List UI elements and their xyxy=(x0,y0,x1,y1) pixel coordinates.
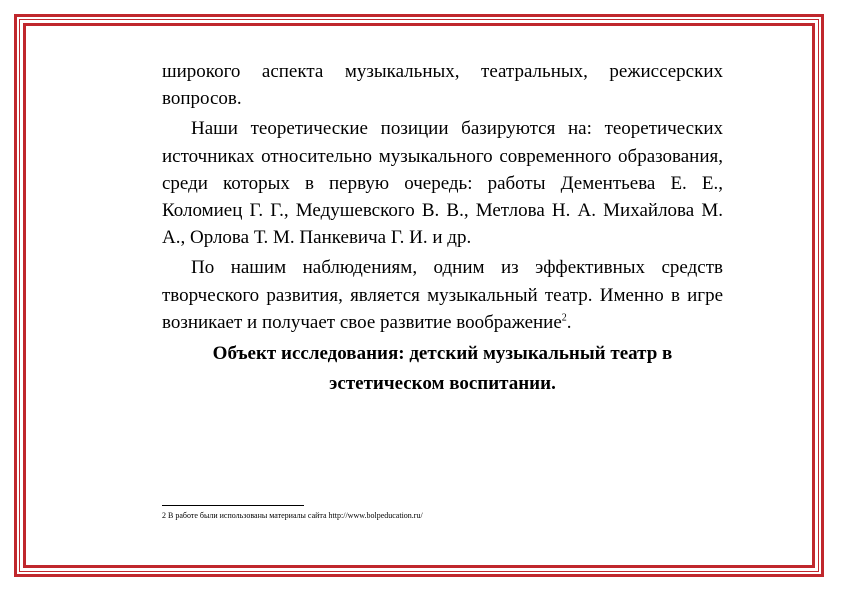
paragraph-observations-end: . xyxy=(566,311,572,333)
footnote-separator xyxy=(162,505,304,506)
document-body xyxy=(162,58,723,399)
footnote-reference[interactable]: 2 xyxy=(561,312,567,324)
paragraph-observations-text: По нашим наблюдениям, одним из эффективных средств творческого развития, является музыкальный театр. Именно в игре возникает и получает свое развитие воображение xyxy=(162,257,723,333)
footnote-text: 2 В работе были использованы материалы сайта http://www.bolpeducation.ru/ xyxy=(162,511,423,520)
paragraph-theoretical-positions: Наши теоретические позиции базируются на: теоретических источниках относительно музыкального современного образования, среди которых в первую очередь: работы Дементьева Е. Е., Коломиец Г. Г., Медушевского В. В., Метлова Н. А. Михайлова М. А., Орлова Т. М. Панкевича Г. И. и др. xyxy=(162,118,723,249)
paragraph-observations xyxy=(162,254,723,336)
paragraph-continuation: широкого аспекта музыкальных, театральных, режиссерских вопросов. xyxy=(162,61,723,110)
research-object-heading: Объект исследования: детский музыкальный театр в эстетическом воспитании. xyxy=(212,343,673,395)
